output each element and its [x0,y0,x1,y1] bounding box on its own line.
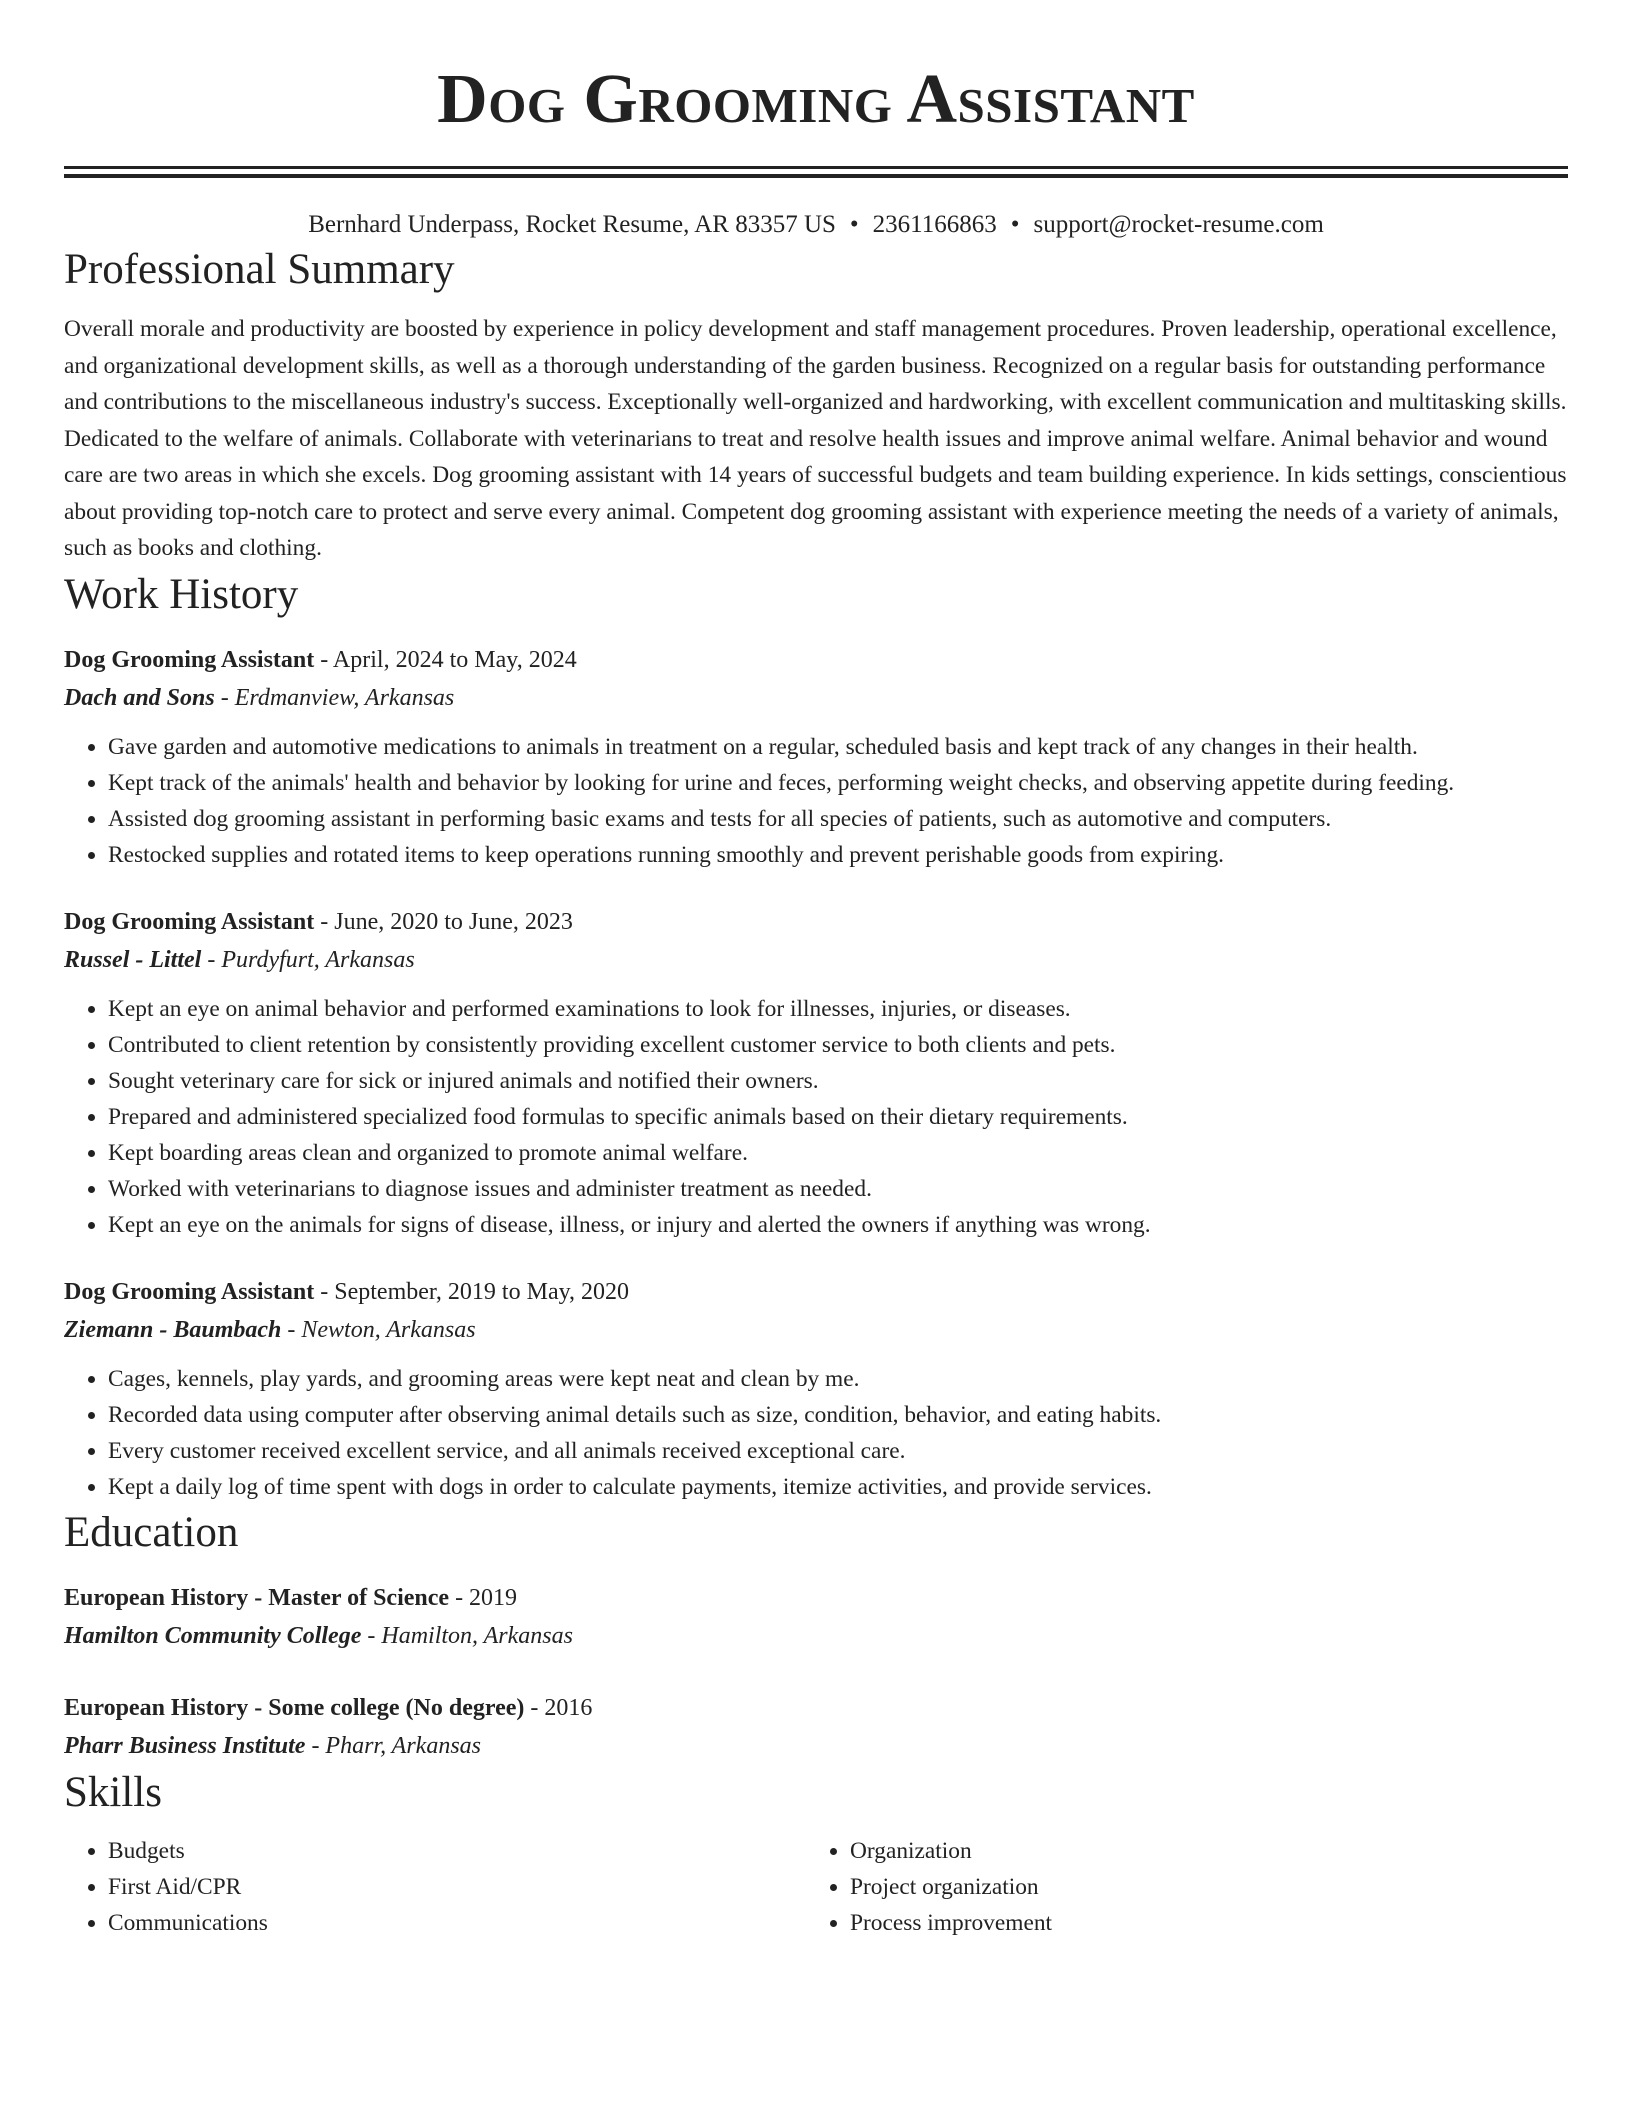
job-entry [64,1273,1568,1505]
job-location: - Erdmanview, Arkansas [214,684,455,711]
skill-item: • Project organization [850,1869,1548,1905]
contact-phone: 2361166863 [872,211,997,238]
contact-line [64,208,1568,242]
job-duty: • Kept track of the animals' health and behavior by looking for urine and feces, performing weight checks, and observing appetite during feeding. [108,765,1568,801]
degree-year: - 2019 [449,1584,518,1611]
job-duty: • Recorded data using computer after observing animal details such as size, condition, behavior, and eating habits. [108,1397,1568,1433]
skills-list [64,1833,1568,1941]
job-entry [64,903,1568,1243]
title-divider [64,166,1568,178]
job-dates: - April, 2024 to May, 2024 [314,646,577,673]
contact-separator: • [1010,211,1020,238]
skill-item: • Organization [850,1833,1548,1869]
job-duty: • Kept an eye on animal behavior and performed examinations to look for illnesses, injuries, or diseases. [108,991,1568,1027]
resume-title: Dog Grooming Assistant [437,61,1195,138]
degree-year: - 2016 [524,1694,593,1721]
degree-line [64,1579,1568,1617]
job-title-line [64,1273,1568,1311]
job-company: Dach and Sons [64,684,215,711]
school-line [64,1617,1568,1655]
skill-item: • Budgets [108,1833,806,1869]
job-title: Dog Grooming Assistant [64,1278,315,1305]
skills-column-right [806,1833,1548,1941]
job-duty: • Kept boarding areas clean and organized to promote animal welfare. [108,1135,1568,1171]
school-line [64,1727,1568,1765]
job-duty: • Kept an eye on the animals for signs of disease, illness, or injury and alerted the owners if anything was wrong. [108,1207,1568,1243]
job-entry [64,641,1568,873]
contact-address: Bernhard Underpass, Rocket Resume, AR 83357 US [308,211,836,238]
job-company-line [64,679,1568,717]
job-duty: • Restocked supplies and rotated items to keep operations running smoothly and prevent perishable goods from expiring. [108,837,1568,873]
skill-item: • Process improvement [850,1905,1548,1941]
job-company-line [64,1311,1568,1349]
job-title: Dog Grooming Assistant [64,646,315,673]
job-duty: • Assisted dog grooming assistant in performing basic exams and tests for all species of patients, such as automotive and computers. [108,801,1568,837]
skills-column-left [64,1833,806,1941]
job-duty: • Prepared and administered specialized food formulas to specific animals based on their dietary requirements. [108,1099,1568,1135]
degree: European History - Some college (No degree) [64,1694,525,1721]
education-entry [64,1689,1568,1765]
skill-item: • Communications [108,1905,806,1941]
job-duties [64,729,1568,873]
degree-line [64,1689,1568,1727]
job-duty: • Sought veterinary care for sick or injured animals and notified their owners. [108,1063,1568,1099]
job-dates: - September, 2019 to May, 2020 [314,1278,630,1305]
job-title: Dog Grooming Assistant [64,908,315,935]
job-duty: • Gave garden and automotive medications to animals in treatment on a regular, scheduled basis and kept track of any changes in their health. [108,729,1568,765]
job-duty: • Cages, kennels, play yards, and grooming areas were kept neat and clean by me. [108,1361,1568,1397]
job-duties [64,1361,1568,1505]
summary-heading: Professional Summary [64,246,455,293]
education-heading: Education [64,1508,239,1556]
school-location: - Hamilton, Arkansas [361,1622,573,1649]
education-entry [64,1579,1568,1655]
school-location: - Pharr, Arkansas [305,1732,482,1759]
job-location: - Purdyfurt, Arkansas [201,946,415,973]
skills-heading: Skills [64,1768,162,1816]
job-company: Russel - Littel [64,946,202,973]
job-duties [64,991,1568,1243]
job-location: - Newton, Arkansas [281,1316,476,1343]
skill-item: • First Aid/CPR [108,1869,806,1905]
job-dates: - June, 2020 to June, 2023 [314,908,573,935]
job-duty: • Kept a daily log of time spent with dogs in order to calculate payments, itemize activities, and provide services. [108,1469,1568,1505]
job-title-line [64,641,1568,679]
job-duty: • Contributed to client retention by consistently providing excellent customer service to both clients and pets. [108,1027,1568,1063]
job-duty: • Every customer received excellent service, and all animals received exceptional care. [108,1433,1568,1469]
summary-text: Overall morale and productivity are boosted by experience in policy development and staff management procedures. Proven leadership, operational excellence, and organizational development skills, as well as a thorough understanding of the garden business. Recognized on a regular basis for outstanding performance and contributions to the miscellaneous industry's success. Exceptionally well-organized and hardworking, with excellent communication and multitasking skills. Dedicated to the welfare of animals. Collaborate with veterinarians to treat and resolve health issues and improve animal welfare. Animal behavior and wound care are two areas in which she excels. Dog grooming assistant with 14 years of successful budgets and team building experience. In kids settings, conscientious about providing top-notch care to protect and serve every animal. Competent dog grooming assistant with experience meeting the needs of a variety of animals, such as books and clothing. [64,316,1567,561]
school: Pharr Business Institute [64,1732,306,1759]
job-title-line [64,903,1568,941]
work-history-heading: Work History [64,570,299,618]
job-company-line [64,941,1568,979]
job-company: Ziemann - Baumbach [64,1316,282,1343]
school: Hamilton Community College [64,1622,362,1649]
contact-separator: • [849,211,859,238]
contact-email: support@rocket-resume.com [1033,211,1324,238]
degree: European History - Master of Science [64,1584,450,1611]
job-duty: • Worked with veterinarians to diagnose issues and administer treatment as needed. [108,1171,1568,1207]
